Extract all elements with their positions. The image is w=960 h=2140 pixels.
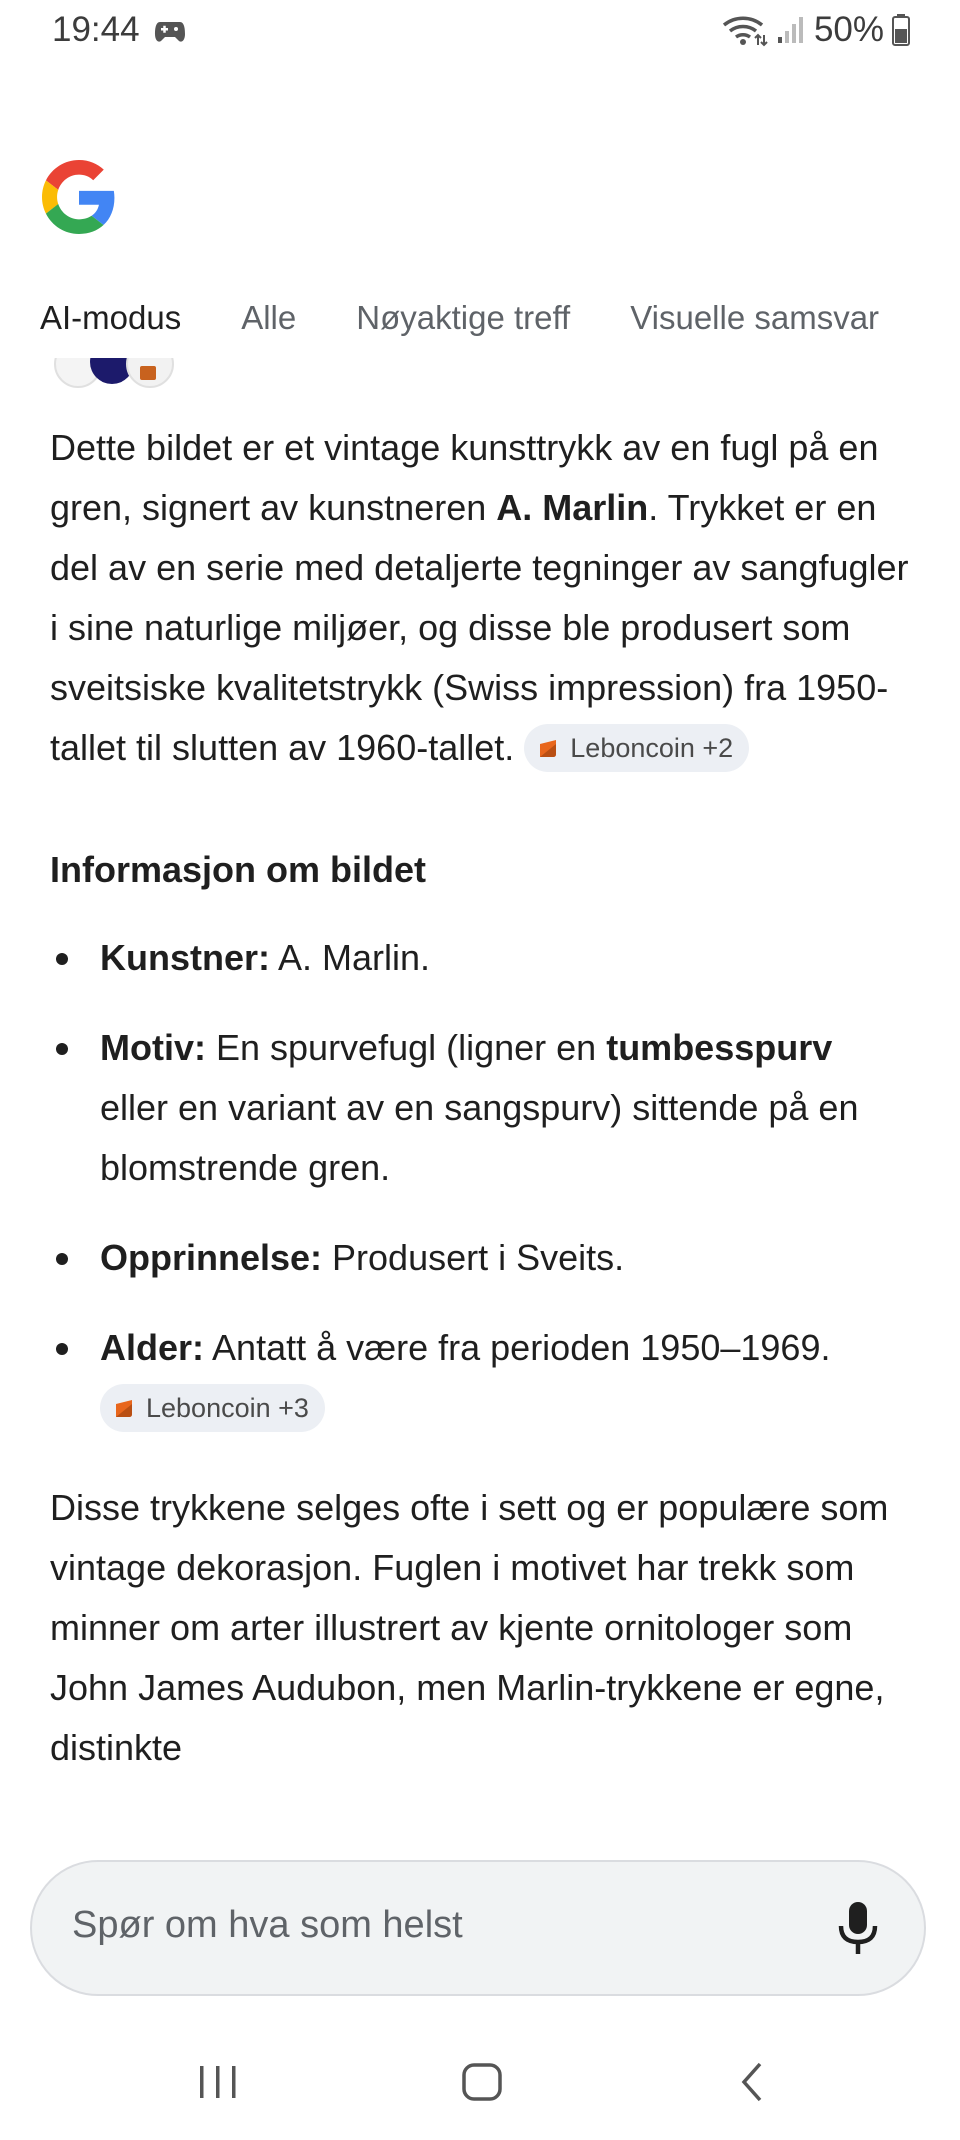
intro-text-continued: . Trykket er en del av en serie med detaljerte tegninger av sangfugler i sine naturlige miljøer, og disse ble produsert som sveitsiske kvalitetstrykk (Swiss impression) fra 1950-tallet til slutten av 1960-tallet. (50, 487, 909, 768)
leboncoin-icon (536, 736, 560, 760)
status-right-group (722, 10, 910, 50)
gamepad-notification-icon (154, 18, 186, 46)
list-item (50, 1228, 910, 1288)
home-icon[interactable] (460, 2060, 504, 2104)
intro-paragraph (50, 418, 910, 778)
item-text: A. Marlin. (270, 937, 431, 978)
back-icon[interactable] (732, 2060, 776, 2104)
list-item (50, 928, 910, 988)
item-bold-text: tumbesspurv (606, 1027, 833, 1068)
source-chip-label: Leboncoin +3 (146, 1393, 309, 1424)
signal-icon (776, 15, 806, 45)
google-logo[interactable] (42, 160, 116, 234)
source-avatar (126, 358, 174, 388)
item-label: Alder: (100, 1327, 205, 1368)
search-mode-tabs (40, 290, 939, 346)
intro-text: Dette bildet er et vintage kunsttrykk av en fugl på en gren, signert av kunstneren (50, 427, 879, 528)
wifi-icon (722, 13, 768, 47)
item-text: Produsert i Sveits. (322, 1237, 625, 1278)
system-navigation-bar (0, 2040, 960, 2120)
tab-exact-matches[interactable]: Nøyaktige treff (356, 299, 571, 336)
status-bar (0, 0, 960, 64)
item-label: Kunstner: (100, 937, 270, 978)
search-placeholder: Spør om hva som helst (72, 1904, 463, 1946)
item-label: Motiv: (100, 1027, 206, 1068)
tab-visual-matches[interactable]: Visuelle samsvar (630, 299, 880, 336)
status-time: 19:44 (52, 10, 140, 49)
info-list (50, 928, 910, 1438)
battery-percentage: 50% (813, 10, 884, 49)
tab-ai-mode[interactable]: AI-modus (40, 299, 182, 336)
closing-paragraph: Disse trykkene selges ofte i sett og er populære som vintage dekorasjon. Fuglen i motivet har trekk som minner om arter illustrert av kjente ornitologer som John James Audubon, men Marlin-trykkene er egne, distinkte (50, 1487, 889, 1768)
ask-anything-input[interactable] (30, 1860, 926, 1996)
battery-icon (892, 14, 910, 46)
item-text: Antatt å være fra perioden 1950–1969. (204, 1327, 831, 1368)
list-item (50, 1318, 910, 1438)
source-chip[interactable] (100, 1384, 325, 1432)
source-chip-label: Leboncoin +2 (570, 733, 734, 764)
ai-answer (50, 418, 910, 1778)
item-text-continued: eller en variant av en sangspurv) sittende på en blomstrende gren. (100, 1087, 859, 1188)
item-label: Opprinnelse: (100, 1237, 323, 1278)
microphone-icon[interactable] (836, 1900, 880, 1956)
source-avatars[interactable] (54, 358, 194, 388)
list-item (50, 1018, 910, 1198)
tab-all[interactable]: Alle (241, 299, 297, 336)
section-heading: Informasjon om bildet (50, 849, 427, 890)
item-text: En spurvefugl (ligner en (205, 1027, 607, 1068)
source-chip[interactable] (524, 724, 749, 772)
artist-name: A. Marlin (496, 487, 649, 528)
leboncoin-icon (112, 1396, 136, 1420)
recent-apps-icon[interactable] (196, 2060, 240, 2104)
